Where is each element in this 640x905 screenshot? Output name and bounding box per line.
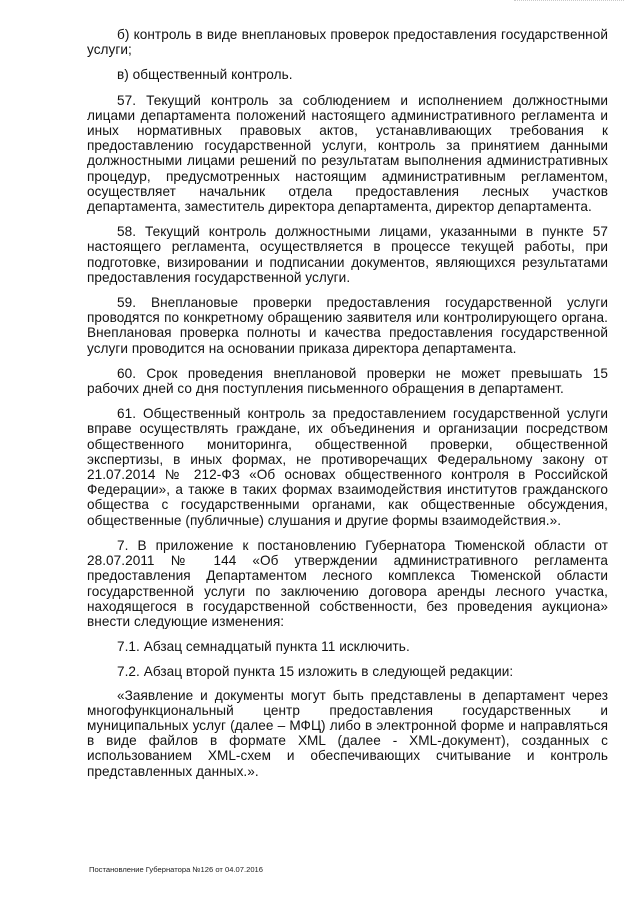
paragraph-quoted-amendment: «Заявление и документы могут быть представлены в департамент через многофункциональный центр предоставления государственных и муниципальных услуг (далее – МФЦ) либо в электронной форме и направляться в виде файлов в формате XML (далее - XML-документ), созданных с использованием XML-схем и обеспечивающих считывание и контроль представленных данных.». (87, 687, 608, 779)
paragraph-b-unplanned-checks: б) контроль в виде внеплановых проверок предоставления государственной услуги; (87, 27, 608, 58)
paragraph-59: 59. Внеплановые проверки предоставления государственной услуги проводятся по конкретному обращению заявителя или контролирующего органа. Внеплановая проверка полноты и качества предоставления государственной услуги проводится на основании приказа директора департамента. (87, 295, 608, 356)
document-body (87, 27, 608, 779)
paragraph-v-public-control: в) общественный контроль. (117, 67, 293, 83)
document-footer: Постановление Губернатора №126 от 04.07.2016 (89, 865, 263, 874)
paragraph-7: 7. В приложение к постановлению Губернатора Тюменской области от 28.07.2011 № 144 «Об утверждении административного регламента предоставления Департаментом лесного комплекса Тюменской области государственной услуги по заключению договора аренды лесного участка, находящегося в государственной собственности, без проведения аукциона» внести следующие изменения: (87, 537, 608, 629)
paragraph-61: 61. Общественный контроль за предоставлением государственной услуги вправе осуществлять граждане, их объединения и организации посредством общественного мониторинга, общественной проверки, общественной экспертизы, в иных формах, не противоречащих Федеральному закону от 21.07.2014 № 212-ФЗ «Об основах общественного контроля в Российской Федерации», а также в таких формах взаимодействия институтов гражданского общества с государственными органами, как общественные обсуждения, общественные (публичные) слушания и другие формы взаимодействия.». (87, 406, 608, 528)
paragraph-7-1: 7.1. Абзац семнадцатый пункта 11 исключить. (117, 639, 410, 655)
top-edge-mark (514, 0, 624, 3)
paragraph-60: 60. Срок проведения внеплановой проверки не может превышать 15 рабочих дней со дня поступления письменного обращения в департамент. (87, 365, 608, 397)
paragraph-58: 58. Текущий контроль должностными лицами, указанными в пункте 57 настоящего регламента, осуществляется в процессе текущей работы, при подготовке, визировании и подписании документов, являющихся результатами предоставления государственной услуги. (87, 224, 608, 285)
paragraph-7-2: 7.2. Абзац второй пункта 15 изложить в следующей редакции: (117, 664, 514, 680)
paragraph-57: 57. Текущий контроль за соблюдением и исполнением должностными лицами департамента положений настоящего административного регламента и иных нормативных правовых актов, устанавливающих требования к предоставлению государственной услуги, контроль за принятием данными должностными лицами решений по результатам выполнения административных процедур, предусмотренных настоящим административным регламентом, осуществляет начальник отдела предоставления лесных участков департамента, заместитель директора департамента, директор департамента. (87, 92, 608, 215)
